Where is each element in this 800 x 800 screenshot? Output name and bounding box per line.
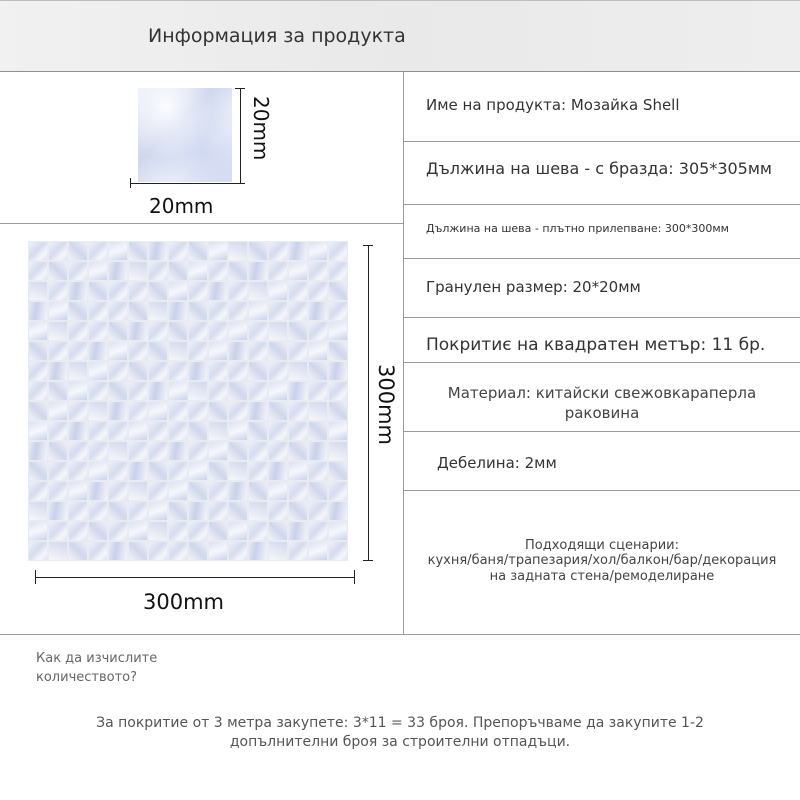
mosaic-tile [329,442,347,460]
mosaic-tile [149,542,167,560]
mosaic-tile [269,262,287,280]
mosaic-tile [109,522,127,540]
mosaic-tile [269,422,287,440]
mosaic-tile [69,282,87,300]
mosaic-tile [209,502,227,520]
mosaic-tile [49,242,67,260]
mosaic-tile [89,502,107,520]
mosaic-tile [289,442,307,460]
mosaic-tile [149,362,167,380]
spec-seam-flat: Дължина на шева - плътно прилепване: 300*300мм [426,222,729,235]
mosaic-tile [49,542,67,560]
mosaic-tile [129,502,147,520]
spec-material-line2: раковина [564,404,640,422]
header-bar [0,0,800,72]
mosaic-tile [89,262,107,280]
page-title: Информация за продукта [148,25,406,47]
big-height-label: 300mm [374,364,398,445]
mosaic-tile [89,442,107,460]
row-divider [404,317,800,318]
mosaic-tile [109,322,127,340]
mosaic-tile [309,522,327,540]
mosaic-tile [329,502,347,520]
mosaic-tile [149,422,167,440]
mosaic-tile [29,322,47,340]
mosaic-tile [269,402,287,420]
mosaic-tile [309,262,327,280]
mosaic-tile [189,442,207,460]
mosaic-tile [109,362,127,380]
mosaic-tile [269,282,287,300]
mosaic-tile [69,402,87,420]
mosaic-tile [129,322,147,340]
mosaic-tile [249,342,267,360]
mosaic-tile [229,362,247,380]
small-tile-image [138,88,232,182]
mosaic-tile [229,442,247,460]
mosaic-tile [189,522,207,540]
mosaic-tile [29,342,47,360]
calc-line1: За покритие от 3 метра закупете: 3*11 = 33 броя. Препоръчваме да закупите 1-2 [96,715,704,731]
mosaic-tile [329,462,347,480]
mosaic-tile [229,262,247,280]
mosaic-tile [309,242,327,260]
mosaic-tile [69,462,87,480]
mosaic-tile [169,382,187,400]
mosaic-tile [289,262,307,280]
mosaic-tile [69,542,87,560]
mosaic-tile [329,242,347,260]
mosaic-tile [269,322,287,340]
mosaic-tile [329,382,347,400]
mosaic-tile [109,302,127,320]
mosaic-tile [29,402,47,420]
mosaic-tile [109,342,127,360]
dimension-tick [354,570,355,584]
mosaic-tile [249,382,267,400]
mosaic-tile [69,342,87,360]
spec-coverage: Покритиє на квадратен метър: 11 бр. [426,335,766,355]
mosaic-tile [289,342,307,360]
mosaic-tile [209,382,227,400]
row-divider [404,431,800,432]
mosaic-tile [29,502,47,520]
mosaic-tile [289,522,307,540]
small-height-dimension-line [240,88,241,184]
mosaic-tile [269,342,287,360]
mosaic-tile [289,462,307,480]
mosaic-tile [129,262,147,280]
mosaic-tile [169,342,187,360]
mosaic-tile [189,482,207,500]
dimension-tick [130,178,131,188]
table-bottom-border [0,634,800,635]
mosaic-tile [89,282,107,300]
mosaic-tile [329,402,347,420]
mosaic-tile [309,502,327,520]
mosaic-tile [89,302,107,320]
mosaic-tile [149,342,167,360]
mosaic-tile [169,362,187,380]
mosaic-tile [249,442,267,460]
mosaic-tile [49,382,67,400]
mosaic-tile [309,482,327,500]
mosaic-tile [149,242,167,260]
mosaic-tile [169,502,187,520]
mosaic-tile [109,262,127,280]
mosaic-tile [249,422,267,440]
mosaic-tile [189,382,207,400]
mosaic-tile [149,502,167,520]
mosaic-tile [129,342,147,360]
mosaic-tile [269,482,287,500]
mosaic-tile [269,302,287,320]
mosaic-tile [89,342,107,360]
row-divider [404,490,800,491]
mosaic-tile [29,422,47,440]
mosaic-tile [249,262,267,280]
mosaic-tile [189,422,207,440]
left-cell-divider [0,223,404,224]
mosaic-tile [169,322,187,340]
mosaic-tile [249,462,267,480]
mosaic-tile [289,382,307,400]
spec-product-name: Име на продукта: Мозайка Shell [426,96,680,114]
mosaic-tile [109,442,127,460]
mosaic-tile [189,462,207,480]
mosaic-tile [229,382,247,400]
mosaic-tile [149,522,167,540]
mosaic-tile [229,342,247,360]
mosaic-tile [329,522,347,540]
mosaic-tile [269,242,287,260]
row-divider [404,141,800,142]
mosaic-tile [89,482,107,500]
mosaic-tile [169,542,187,560]
mosaic-tile [229,302,247,320]
mosaic-tile [209,542,227,560]
mosaic-tile [69,382,87,400]
mosaic-tile [309,362,327,380]
mosaic-tile [29,442,47,460]
mosaic-tile [49,322,67,340]
mosaic-tile [109,282,127,300]
mosaic-tile [109,502,127,520]
mosaic-tile [229,282,247,300]
mosaic-tile [149,462,167,480]
mosaic-tile [69,422,87,440]
mosaic-tile [169,302,187,320]
mosaic-tile [329,322,347,340]
mosaic-tile [29,462,47,480]
mosaic-tile [89,382,107,400]
mosaic-tile [109,242,127,260]
mosaic-tile [89,542,107,560]
mosaic-tile [149,282,167,300]
mosaic-tile [169,402,187,420]
mosaic-tile [209,402,227,420]
mosaic-tile [49,422,67,440]
mosaic-tile [269,382,287,400]
mosaic-tile [89,422,107,440]
mosaic-tile [309,462,327,480]
mosaic-tile [269,542,287,560]
big-height-dimension-line [368,245,369,561]
mosaic-tile [229,462,247,480]
mosaic-tile [49,342,67,360]
mosaic-tile [109,462,127,480]
small-height-label: 20mm [249,96,273,161]
mosaic-tile [329,342,347,360]
mosaic-tile [169,442,187,460]
mosaic-tile [69,262,87,280]
mosaic-tile [129,482,147,500]
mosaic-tile [129,462,147,480]
mosaic-tile [109,482,127,500]
dimension-tick [235,88,245,89]
mosaic-tile [69,362,87,380]
mosaic-tile [209,302,227,320]
mosaic-tile [109,382,127,400]
mosaic-tile [329,482,347,500]
mosaic-tile [289,542,307,560]
mosaic-tile [169,482,187,500]
mosaic-tile [229,542,247,560]
mosaic-tile [229,422,247,440]
mosaic-tile [289,302,307,320]
mosaic-tile [249,502,267,520]
mosaic-tile [89,402,107,420]
mosaic-tile [229,522,247,540]
mosaic-tile [289,322,307,340]
calc-title: Как да изчислите количеството? [36,651,158,685]
row-divider [404,258,800,259]
mosaic-tile [129,382,147,400]
big-width-dimension-line [35,577,355,578]
mosaic-tile [49,362,67,380]
mosaic-tile [329,282,347,300]
mosaic-tile [309,422,327,440]
spec-thickness: Дебелина: 2мм [437,454,557,472]
mosaic-tile [229,502,247,520]
mosaic-tile [149,262,167,280]
mosaic-tile [169,422,187,440]
mosaic-tile [49,482,67,500]
mosaic-tile [329,542,347,560]
mosaic-tile [249,482,267,500]
mosaic-tile [69,522,87,540]
mosaic-tile [249,322,267,340]
small-width-dimension-line [130,183,242,184]
mosaic-tile [309,382,327,400]
mosaic-tile [189,282,207,300]
mosaic-tile [29,542,47,560]
mosaic-tile [249,522,267,540]
dimension-tick [35,570,36,584]
mosaic-tile [189,402,207,420]
mosaic-tile [209,442,227,460]
spec-scenarios-line2: на задната стена/ремоделиране [489,569,715,584]
mosaic-tile [209,482,227,500]
mosaic-tile [49,442,67,460]
mosaic-tile [69,442,87,460]
mosaic-tile [29,482,47,500]
mosaic-tile [69,502,87,520]
mosaic-tile [189,342,207,360]
mosaic-tile [169,262,187,280]
mosaic-tile [149,302,167,320]
mosaic-tile [129,542,147,560]
big-width-label: 300mm [143,590,224,614]
mosaic-tile [309,282,327,300]
row-divider [404,204,800,205]
mosaic-tile [49,282,67,300]
mosaic-tile [189,242,207,260]
mosaic-tile [129,522,147,540]
mosaic-tile [229,402,247,420]
mosaic-tile [169,522,187,540]
mosaic-tile [69,482,87,500]
spec-material-line1: Материал: китайски свежовкараперла [447,384,757,402]
mosaic-tile [269,442,287,460]
mosaic-tile [209,282,227,300]
mosaic-tile [129,402,147,420]
row-divider [404,362,800,363]
mosaic-tile [209,522,227,540]
mosaic-tile [209,462,227,480]
mosaic-tile [269,522,287,540]
mosaic-tile [209,422,227,440]
mosaic-tile [309,342,327,360]
mosaic-tile [249,242,267,260]
mosaic-tile [269,362,287,380]
mosaic-tile [189,502,207,520]
spec-scenarios-title: Подходящи сценарии: [525,538,679,553]
mosaic-tile [29,362,47,380]
mosaic-tile [49,502,67,520]
mosaic-tile [229,322,247,340]
mosaic-tile [249,302,267,320]
mosaic-tile [129,282,147,300]
mosaic-tile [329,302,347,320]
mosaic-tile [209,362,227,380]
mosaic-tile [289,362,307,380]
spec-granule-size: Гранулен размер: 20*20мм [426,278,641,296]
mosaic-tile [209,262,227,280]
mosaic-tile [149,442,167,460]
mosaic-tile [249,402,267,420]
mosaic-tile [189,302,207,320]
mosaic-tile [289,282,307,300]
mosaic-tile [89,322,107,340]
mosaic-tile [29,242,47,260]
mosaic-tile [209,242,227,260]
mosaic-tile [289,422,307,440]
mosaic-tile [69,322,87,340]
mosaic-tile [189,262,207,280]
mosaic-tile [89,462,107,480]
dimension-tick [363,245,373,246]
mosaic-tile [109,402,127,420]
mosaic-tile [329,362,347,380]
mosaic-tile [89,362,107,380]
mosaic-tile [29,282,47,300]
mosaic-tile [29,302,47,320]
mosaic-tile [69,242,87,260]
mosaic-tile [29,262,47,280]
dimension-tick [363,560,373,561]
mosaic-tile [189,322,207,340]
mosaic-tile [309,442,327,460]
mosaic-tile [109,422,127,440]
mosaic-tile [129,302,147,320]
mosaic-tile [89,522,107,540]
mosaic-tile [189,362,207,380]
mosaic-tile [329,262,347,280]
small-width-label: 20mm [149,194,214,218]
calc-line2: допълнителни броя за строителни отпадъци. [229,734,571,750]
mosaic-tile [29,382,47,400]
mosaic-tile [169,462,187,480]
mosaic-tile [149,382,167,400]
mosaic-tile [289,502,307,520]
mosaic-tile [329,422,347,440]
mosaic-sheet-image [28,241,348,561]
mosaic-tile [309,302,327,320]
mosaic-tile [129,362,147,380]
mosaic-tile [289,402,307,420]
mosaic-tile [149,402,167,420]
mosaic-tile [209,342,227,360]
mosaic-tile [49,302,67,320]
mosaic-tile [229,242,247,260]
mosaic-tile [249,282,267,300]
mosaic-tile [289,482,307,500]
mosaic-tile [289,242,307,260]
spec-scenarios-line1: кухня/баня/трапезария/хол/балкон/бар/декорация [427,553,777,568]
mosaic-tile [149,322,167,340]
mosaic-tile [269,502,287,520]
mosaic-tile [129,442,147,460]
mosaic-tile [49,462,67,480]
mosaic-tile [309,542,327,560]
mosaic-tile [209,322,227,340]
mosaic-tile [309,322,327,340]
mosaic-tile [149,482,167,500]
mosaic-tile [169,242,187,260]
mosaic-tile [269,462,287,480]
mosaic-tile [29,522,47,540]
mosaic-tile [49,262,67,280]
mosaic-tile [129,242,147,260]
mosaic-tile [249,362,267,380]
mosaic-tile [49,402,67,420]
mosaic-tile [49,522,67,540]
mosaic-tile [169,282,187,300]
mosaic-tile [189,542,207,560]
mosaic-tile [69,302,87,320]
mosaic-tile [249,542,267,560]
mosaic-tile [229,482,247,500]
spec-seam-groove: Дължина на шева - с бразда: 305*305мм [426,159,772,178]
mosaic-tile [309,402,327,420]
mosaic-tile [129,422,147,440]
mosaic-tile [89,242,107,260]
mosaic-tile [109,542,127,560]
